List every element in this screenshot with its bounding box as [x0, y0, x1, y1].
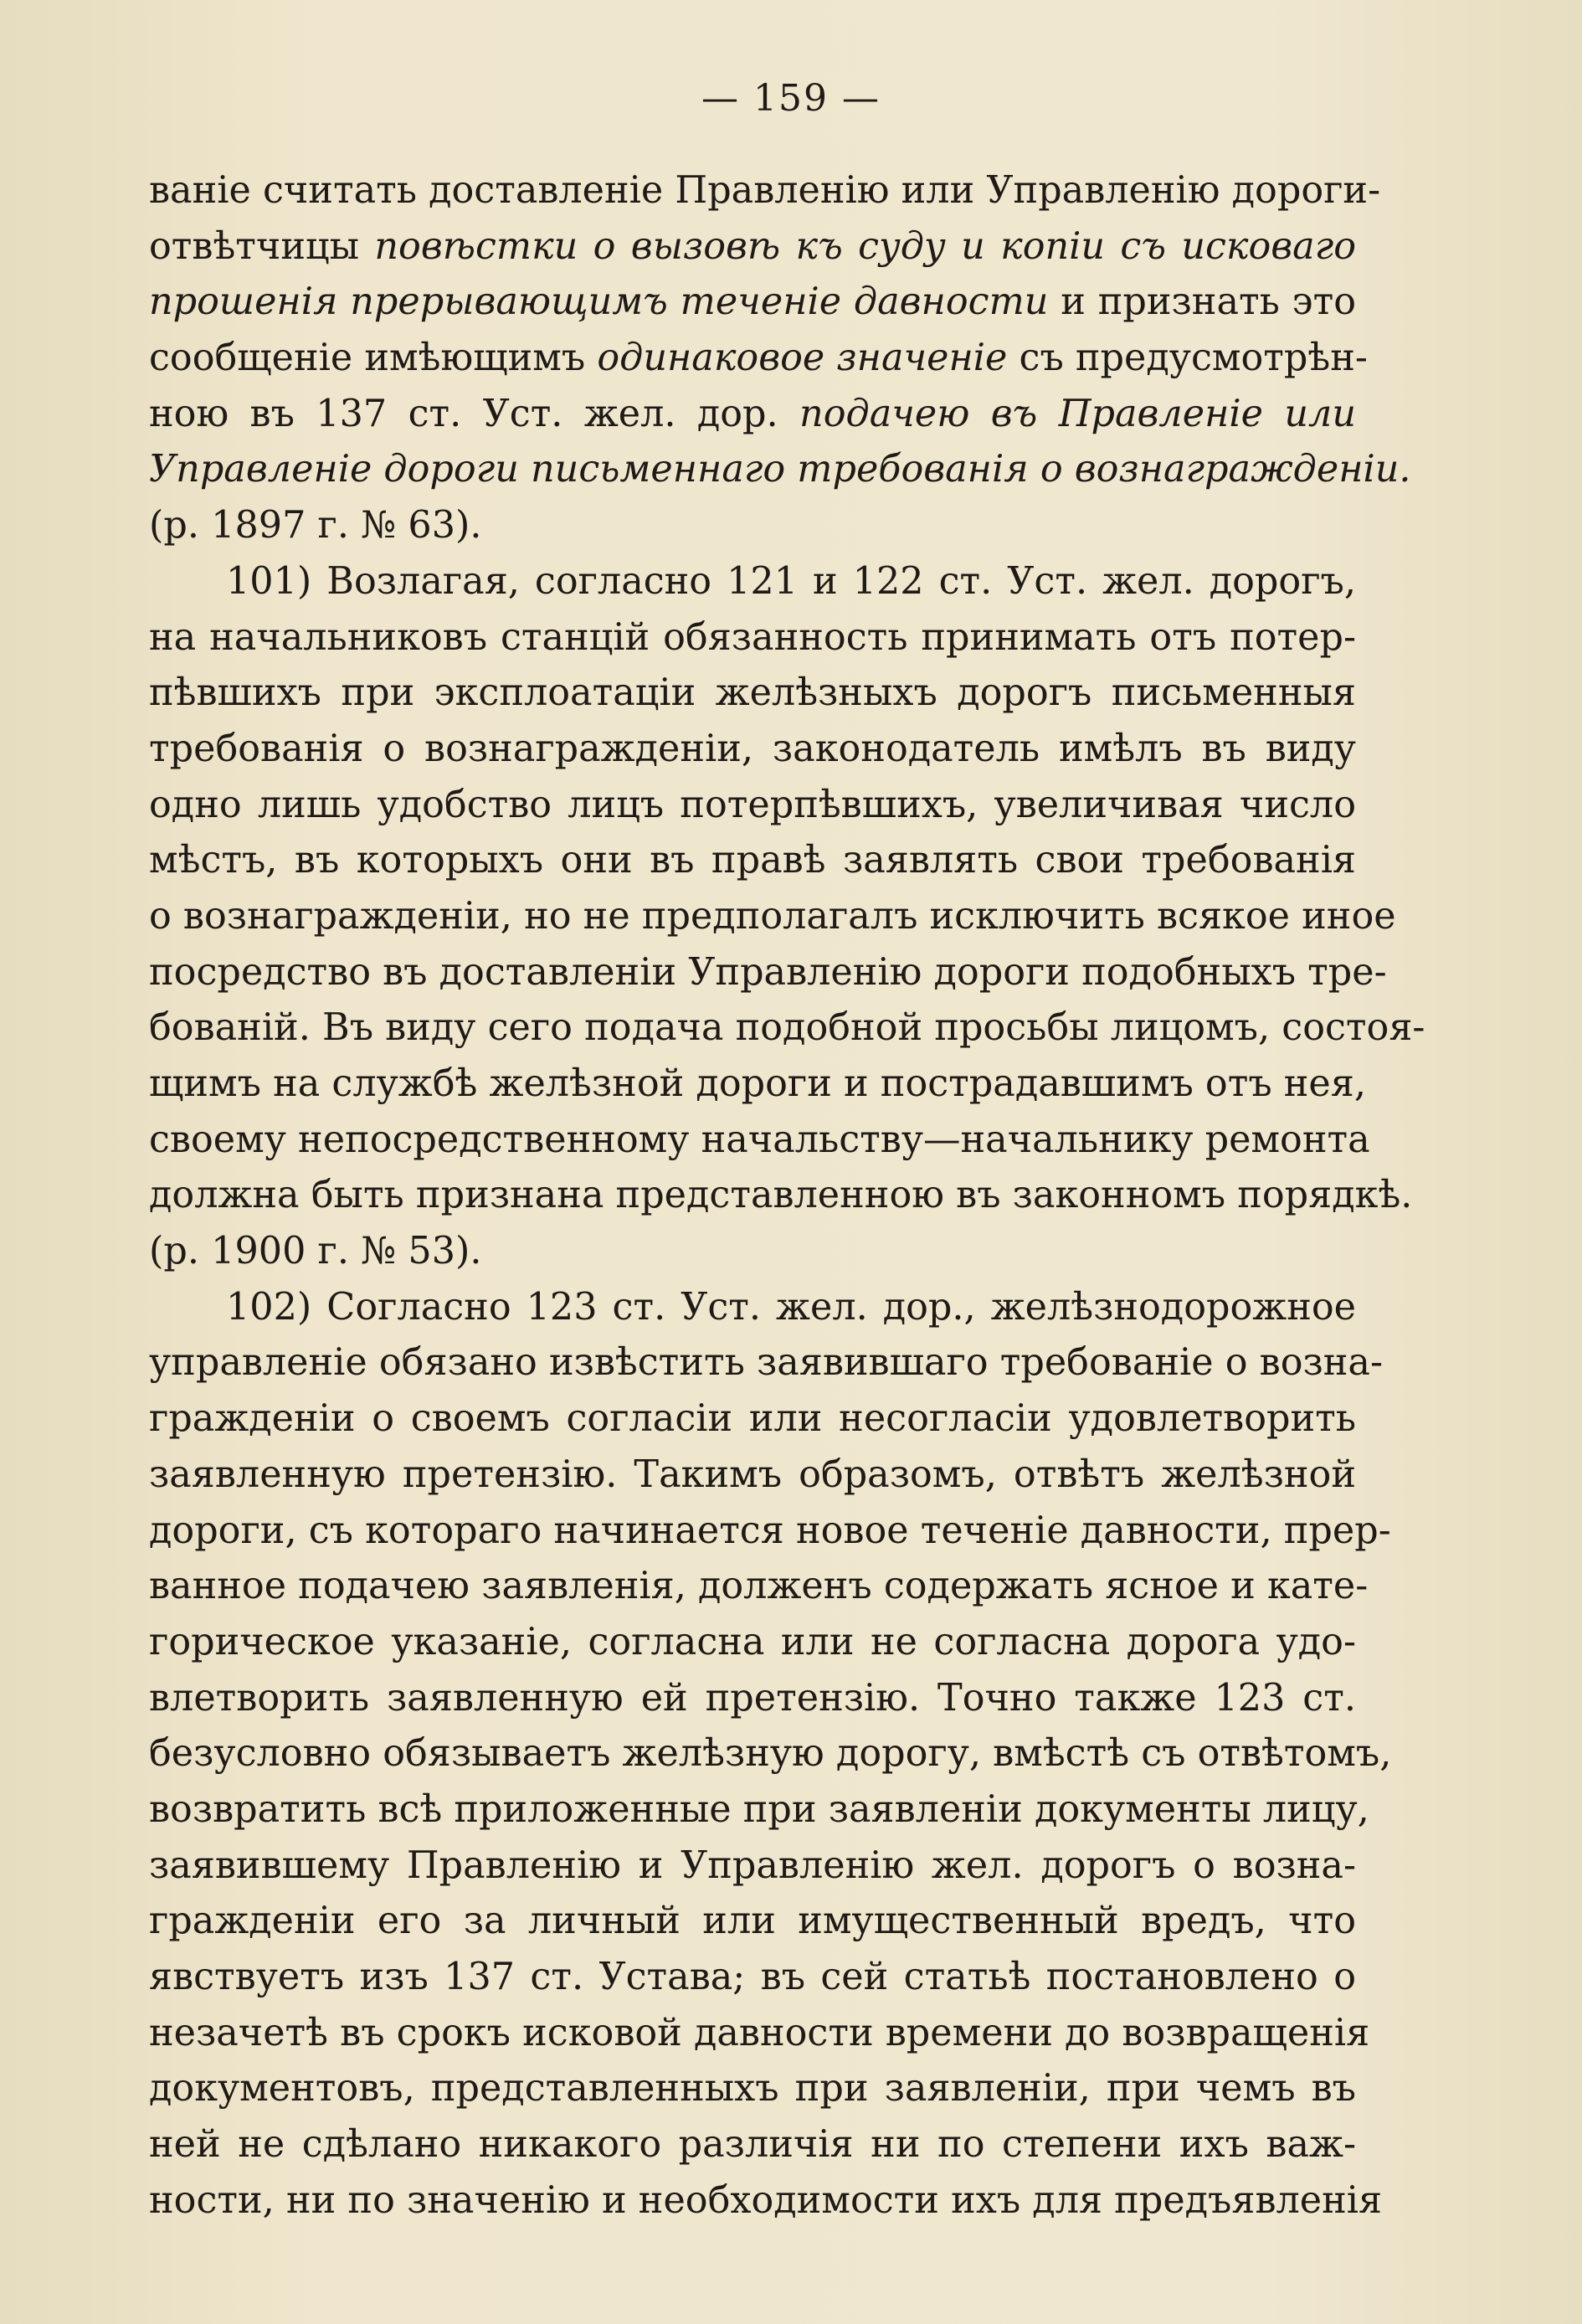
text-line [149, 442, 1411, 498]
text-segment: (р. 1897 г. № 63). [149, 504, 482, 548]
text-line [149, 1894, 1356, 1950]
text-line [149, 666, 1356, 722]
text-segment: посредство въ доставленіи Управленію дороги подобныхъ тре- [149, 950, 1387, 994]
italic-text-segment: одинаковое значеніе [597, 337, 1008, 380]
text-line [149, 1000, 1425, 1057]
text-line [149, 275, 1356, 331]
text-segment: одно лишь удобство лицъ потерпѣвшихъ, увеличивая число [149, 783, 1356, 826]
text-line [149, 2173, 1383, 2229]
text-line [149, 1113, 1370, 1169]
text-line [149, 1504, 1391, 1560]
text-line [149, 1224, 1356, 1280]
text-line [149, 1168, 1413, 1224]
text-segment: своему непосредственному начальству—начальнику ремонта [149, 1118, 1370, 1161]
page-number: — 159 — [701, 77, 881, 120]
text-segment: щимъ на службѣ желѣзной дороги и пострадавшимъ отъ нея, [149, 1062, 1366, 1105]
text-segment: гражденіи его за личный или имущественный вредъ, что [149, 1900, 1356, 1943]
text-segment: документовъ, представленныхъ при заявленіи, при чемъ въ [149, 2067, 1356, 2111]
text-line [149, 945, 1387, 1001]
text-segment: ною въ 137 ст. Уст. жел. дор. [149, 392, 800, 435]
text-line [149, 722, 1356, 778]
text-line [149, 1671, 1356, 1727]
text-segment: на начальниковъ станцій обязанность принимать отъ потер- [149, 615, 1356, 659]
text-segment: ваніе считать доставленіе Правленію или Управленію дороги- [149, 169, 1381, 212]
text-line [149, 163, 1381, 219]
italic-text-segment: Управленіе дороги письменнаго требованія о вознагражденіи. [149, 448, 1411, 491]
text-line [149, 833, 1356, 889]
text-segment: заявленную претензію. Такимъ образомъ, отвѣтъ желѣзной [149, 1452, 1356, 1496]
text-segment: ванное подачею заявленія, долженъ содержать ясное и кате- [149, 1565, 1369, 1608]
text-segment: 101) Возлагая, согласно 121 и 122 ст. Уст. жел. дорогъ, [226, 559, 1356, 603]
text-line [149, 219, 1356, 275]
text-segment: безусловно обязываетъ желѣзную дорогу, вмѣстѣ съ отвѣтомъ, [149, 1732, 1392, 1776]
text-line [149, 2006, 1370, 2062]
text-line [149, 331, 1368, 387]
text-segment: мѣстъ, въ которыхъ они въ правѣ заявлять свои требованія [149, 839, 1356, 882]
text-segment: явствуетъ изъ 137 ст. Устава; въ сей статьѣ постановлено о [149, 1956, 1356, 1998]
text-segment: влетворить заявленную ей претензію. Точно также 123 ст. [149, 1676, 1356, 1720]
italic-text-segment: подачею въ Правленіе или [799, 392, 1356, 435]
text-line [149, 1280, 1356, 1336]
text-segment: заявившему Правленію и Управленію жел. дорогъ о возна- [149, 1843, 1356, 1887]
text-line [149, 1559, 1369, 1615]
text-line [149, 387, 1356, 443]
text-line [149, 1726, 1392, 1782]
text-segment: (р. 1900 г. № 53). [149, 1230, 482, 1273]
text-line [149, 2061, 1356, 2117]
text-line [149, 1057, 1366, 1113]
text-line [149, 498, 1356, 554]
text-segment: и признать это [1048, 280, 1356, 324]
text-segment: пѣвшихъ при эксплоатаціи желѣзныхъ дорогъ письменныя [149, 671, 1356, 715]
text-segment: отвѣтчицы [149, 224, 375, 268]
text-segment: гражденіи о своемъ согласіи или несогласіи удовлетворить [149, 1397, 1356, 1441]
text-line [149, 1615, 1356, 1671]
text-line [149, 1838, 1356, 1895]
text-line [149, 2117, 1356, 2173]
text-segment: дороги, съ котораго начинается новое теченіе давности, прер- [149, 1509, 1391, 1552]
text-segment: должна быть признана представленною въ законномъ порядкѣ. [149, 1174, 1413, 1217]
text-segment: съ предусмотрѣн- [1007, 337, 1368, 380]
text-segment: ности, ни по значенію и необходимости ихъ для предъявленія [149, 2178, 1383, 2222]
text-line [149, 778, 1356, 834]
text-segment: требованія о вознагражденіи, законодатель имѣлъ въ виду [149, 727, 1356, 770]
text-segment: бованій. Въ виду сего подача подобной просьбы лицомъ, состоя- [149, 1006, 1425, 1050]
text-segment: 102) Согласно 123 ст. Уст. жел. дор., желѣзнодорожное [226, 1285, 1356, 1329]
text-segment: о вознагражденіи, но не предполагалъ исключить всякое иное [149, 894, 1396, 938]
text-line [149, 1391, 1356, 1447]
text-line [149, 1447, 1356, 1504]
text-line [149, 554, 1356, 610]
text-line [149, 610, 1356, 666]
text-segment: ней не сдѣлано никакого различія ни по степени ихъ важ- [149, 2123, 1356, 2167]
body-text [149, 163, 1425, 2229]
text-segment: управленіе обязано извѣстить заявившаго требованіе о возна- [149, 1341, 1383, 1385]
italic-text-segment: прошенія прерывающимъ теченіе давности [149, 280, 1049, 324]
text-line [149, 1782, 1369, 1838]
text-segment: горическое указаніе, согласна или не согласна дорога удо- [149, 1620, 1356, 1663]
text-segment: возвратить всѣ приложенные при заявленіи документы лицу, [149, 1787, 1369, 1831]
italic-text-segment: повѣстки о вызовѣ къ суду и копіи съ исковаго [374, 224, 1356, 268]
text-segment: сообщеніе имѣющимъ [149, 337, 598, 380]
text-line [149, 1335, 1383, 1391]
text-segment: незачетѣ въ срокъ исковой давности времени до возвращенія [149, 2011, 1370, 2054]
text-line [149, 889, 1396, 945]
text-line [149, 1950, 1356, 2006]
